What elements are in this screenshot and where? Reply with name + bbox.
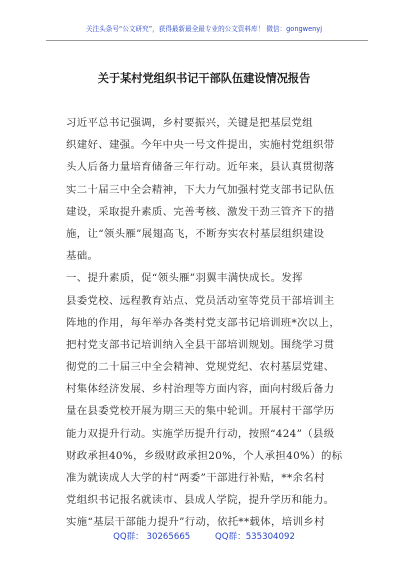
footer (0, 531, 408, 543)
body-line: 量在县委党校开展为期三天的集中轮训。开展村干部学历 (66, 405, 335, 418)
body-line: 县委党校、远程教育站点、党员活动室等党员干部培训主 (66, 294, 335, 307)
body-line: 习近平总书记强调，乡村要振兴，关键是把基层党组 (66, 117, 314, 129)
body-line: 准为就读成人大学的村“两委”干部进行补贴，**余名村 (66, 472, 325, 484)
body-line: 基础。 (66, 250, 99, 263)
body-line: 头人后备力量培育储备三年行动。近年来，县认真贯彻落 (66, 161, 335, 174)
body-line: 实二十届三中全会精神，下大力气加强村党支部书记队伍 (66, 183, 335, 196)
body-line: 建设，采取提升素质、完善考核、激发干劲三管齐下的措 (66, 205, 335, 218)
body-line: 彻党的二十届三中全会精神、党规党纪、农村基层党建、 (66, 361, 335, 374)
header-divider (46, 40, 368, 41)
body-line: 织建好、建强。今年中央一号文件提出，实施村党组织带 (66, 139, 335, 152)
body-line: 施，让“领头雁”展翅高飞，不断夯实农村基层组织建设 (66, 227, 325, 240)
body-line: 能力双提升行动。实施学历提升行动，按照“424”（县级 (66, 427, 335, 440)
body-line: 村集体经济发展、乡村治理等方面内容，面向村级后备力 (66, 383, 335, 396)
body-line: 实施“基层干部能力提升”行动，依托**载体，培训乡村 (66, 516, 325, 529)
body-line: 把村党支部书记培训纳入全县干部培训规划。围绕学习贯 (66, 338, 335, 351)
header-banner: 关注头条号“公文研究”，获得最新最全最专业的公文资料库！ 微信：gongwenyj (85, 25, 323, 33)
body-line: 党组织书记报名就读市、县成人学院，提升学历和能力。 (66, 494, 335, 507)
body-line: 财政承担40%，乡级财政承担20%，个人承担40%）的标 (66, 449, 343, 462)
footer-qq-group-1: QQ群： 30265665 (113, 532, 191, 542)
body-line: 一、提升素质，促“领头雁”羽翼丰满快成长。发挥 (66, 272, 303, 285)
body-line: 阵地的作用，每年举办各类村党支部书记培训班*次以上， (66, 316, 341, 329)
footer-qq-group-2: QQ群：535304092 (215, 532, 295, 542)
document-body (66, 112, 348, 534)
document-title: 关于某村党组织书记干部队伍建设情况报告 (97, 72, 311, 85)
